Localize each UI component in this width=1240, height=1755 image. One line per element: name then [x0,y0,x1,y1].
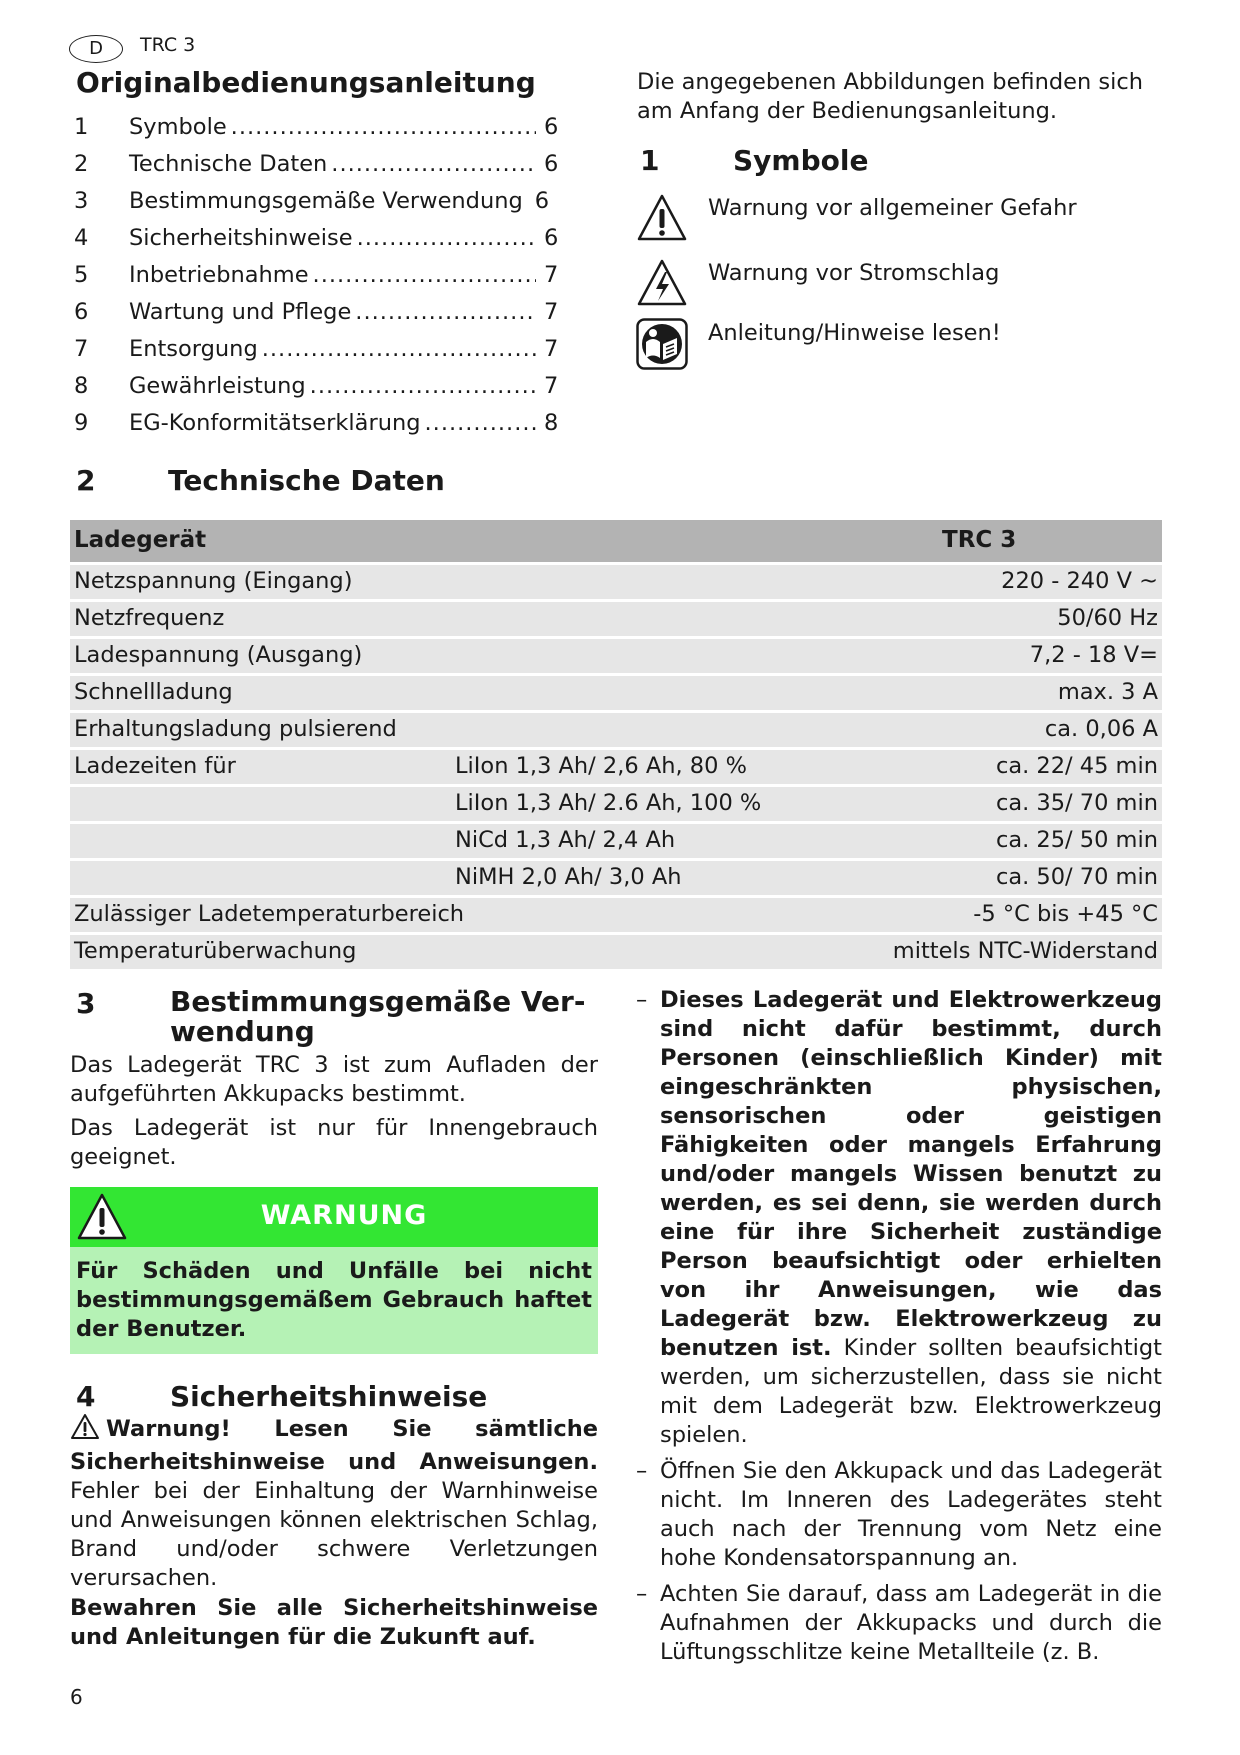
toc-number: 8 [74,373,89,399]
toc-leader [310,373,536,399]
toc-title: Entsorgung [129,336,258,362]
toc-page: 6 [544,114,559,140]
symbol-row-read-manual [636,318,1176,374]
table-row [70,673,1162,710]
table-row [70,636,1162,673]
table-row [70,747,1162,784]
symbol-description: Warnung vor Stromschlag [708,260,1000,286]
table-header-device: Ladegerät [74,527,207,553]
toc-entry-verwendung[interactable] [74,188,570,225]
warning-box [70,1187,598,1354]
section-2-title: Technische Daten [168,464,445,497]
section-4-warning-bold: Warnung! Lesen Sie sämtliche Sicherheitshinweise und Anweisungen. [70,1416,598,1475]
toc-entry-inbetriebnahme[interactable] [74,262,570,299]
section-3-title [170,987,585,1047]
section-2-number: 2 [76,464,96,497]
toc-leader [357,225,536,251]
electric-shock-warning-icon [636,258,688,312]
row-label: Schnellladung [74,679,233,705]
section-3-para-1: Das Ladegerät TRC 3 ist zum Aufladen der aufgeführten Akkupacks bestimmt. [70,1052,598,1107]
toc-number: 9 [74,410,89,436]
toc-number: 6 [74,299,89,325]
safety-bullet-list [636,986,1162,1674]
toc-number: 5 [74,262,89,288]
section-3-title-line: Bestimmungsgemäße Ver- [170,985,586,1018]
row-value: ca. 35/ 70 min [995,790,1158,816]
section-3-para-2: Das Ladegerät ist nur für Innengebrauch geeignet. [70,1115,598,1170]
table-row [70,932,1162,969]
table-row [70,821,1162,858]
table-row [70,858,1162,895]
read-manual-icon [636,318,688,374]
table-header-model: TRC 3 [942,527,1017,553]
language-badge: D [69,35,123,63]
toc-page: 6 [544,225,559,251]
toc-title: Symbole [129,114,227,140]
list-item [636,986,1162,1450]
row-label: Temperaturüberwachung [74,938,357,964]
toc-number: 7 [74,336,89,362]
row-value: mittels NTC-Widerstand [892,938,1158,964]
document-title: Originalbedienungsanleitung [76,66,536,99]
toc-page: 6 [544,151,559,177]
toc-page: 8 [544,410,559,436]
toc-entry-gewaehrleistung[interactable] [74,373,570,410]
toc-page: 7 [544,336,559,362]
row-sublabel: NiMH 2,0 Ah/ 3,0 Ah [455,864,682,890]
row-value: -5 °C bis +45 °C [973,901,1158,927]
toc-leader [425,410,536,436]
row-value: ca. 25/ 50 min [995,827,1158,853]
toc-leader [231,114,536,140]
section-1-title: Symbole [733,144,869,177]
table-row [70,599,1162,636]
toc-title: Bestimmungsgemäße Verwendung [129,188,523,214]
toc-title: EG-Konformitätserklärung [129,410,421,436]
toc-leader [313,262,536,288]
section-3-title-line: wendung [170,1015,315,1048]
page-number: 6 [70,1685,83,1709]
row-label: Ladespannung (Ausgang) [74,642,363,668]
list-item: – Achten Sie darauf, dass am Ladegerät in die Aufnahmen der Akkupacks und durch die Lüftungsschlitze keine Metallteile (z. B. [636,1580,1162,1667]
table-row [70,784,1162,821]
section-4-warning-paragraph [70,1413,598,1593]
toc-entry-konformitaet[interactable] [74,410,570,447]
row-label: Netzspannung (Eingang) [74,568,353,594]
table-row [70,562,1162,599]
toc-leader [331,151,536,177]
toc-entry-technische-daten[interactable] [74,151,570,188]
toc-page: 6 [534,188,550,214]
row-value: ca. 0,06 A [1044,716,1158,742]
table-row [70,895,1162,932]
warning-label: WARNUNG [260,1200,428,1231]
toc-leader [355,299,536,325]
row-sublabel: LiIon 1,3 Ah/ 2,6 Ah, 80 % [455,753,747,779]
toc-number: 1 [74,114,89,140]
intro-text: Die angegebenen Abbildungen befinden sich am Anfang der Bedienungsanleitung. [637,69,1144,124]
section-1-number: 1 [640,144,660,177]
bullet-bold-text: Dieses Ladegerät und Elektrowerkzeug sind nicht dafür bestimmt, durch Personen (einschließlich Kinder) mit eingeschränkten physischen, sensorischen oder geistigen Fähigkeiten oder mangels Erfahrung und/oder mangels Wissen benutzt zu werden, es sei denn, sie werden durch eine für ihre Sicherheit zuständige Person beaufsichtigt oder erhielten von ihr Anweisungen, wie das Ladegerät bzw. Elektrowerkzeug zu benutzen ist. [660,987,1162,1361]
table-row [70,710,1162,747]
toc-entry-entsorgung[interactable] [74,336,570,373]
symbol-description: Warnung vor allgemeiner Gefahr [708,195,1077,221]
warning-header [70,1187,598,1247]
warning-text: Für Schäden und Unfälle bei nicht bestimmungsgemäßem Gebrauch haftet der Benutzer. [70,1247,598,1354]
toc-title: Wartung und Pflege [129,299,352,325]
symbol-description: Anleitung/Hinweise lesen! [708,320,1001,346]
symbol-row-general-warning [636,193,1176,249]
section-4-keep-instructions: Bewahren Sie alle Sicherheitshinweise und Anleitungen für die Zukunft auf. [70,1595,598,1650]
row-value: ca. 22/ 45 min [995,753,1158,779]
toc-title: Technische Daten [129,151,328,177]
toc-number: 2 [74,151,89,177]
toc-number: 4 [74,225,89,251]
row-value: 220 - 240 V ~ [1001,568,1158,594]
toc-entry-sicherheitshinweise[interactable] [74,225,570,262]
table-header-row [70,520,1162,562]
row-label: Zulässiger Ladetemperaturbereich [74,901,465,927]
list-item: – Öffnen Sie den Akkupack und das Ladegerät nicht. Im Inneren des Ladegerätes steht auch nach der Trennung vom Netz eine hohe Kondensatorspannung an. [636,1457,1162,1573]
section-3-number: 3 [76,987,96,1020]
row-label: Ladezeiten für [74,753,236,779]
symbol-row-electric-shock [636,258,1176,314]
toc-entry-wartung[interactable] [74,299,570,336]
inline-warning-icon [70,1413,100,1448]
general-warning-icon [636,193,688,247]
section-4-warning-text: Fehler bei der Einhaltung der Warnhinweise und Anweisungen können elektrischen Schlag, Brand und/oder schwere Verletzungen verursachen. [70,1478,598,1591]
toc-title: Gewährleistung [129,373,306,399]
table-of-contents [74,114,570,447]
section-4-number: 4 [76,1380,96,1413]
toc-title: Inbetriebnahme [129,262,309,288]
row-sublabel: NiCd 1,3 Ah/ 2,4 Ah [455,827,676,853]
row-label: Netzfrequenz [74,605,225,631]
model-header: TRC 3 [140,34,196,56]
bullet-text: Kinder sollten beaufsichtigt werden, um sicherzustellen, dass sie nicht mit dem Ladegerät bzw. Elektrowerkzeug spielen. [660,1335,1162,1448]
technical-data-table [70,520,1162,969]
toc-leader [262,336,536,362]
row-value: ca. 50/ 70 min [995,864,1158,890]
row-value: 50/60 Hz [1057,605,1158,631]
toc-entry-symbole[interactable] [74,114,570,151]
row-value: 7,2 - 18 V= [1029,642,1158,668]
toc-page: 7 [544,262,559,288]
row-label: Erhaltungsladung pulsierend [74,716,397,742]
toc-title: Sicherheitshinweise [129,225,353,251]
toc-page: 7 [544,299,559,325]
toc-number: 3 [74,188,89,214]
toc-page: 7 [544,373,559,399]
section-4-title: Sicherheitshinweise [170,1380,488,1413]
row-sublabel: LiIon 1,3 Ah/ 2.6 Ah, 100 % [455,790,762,816]
row-value: max. 3 A [1057,679,1158,705]
